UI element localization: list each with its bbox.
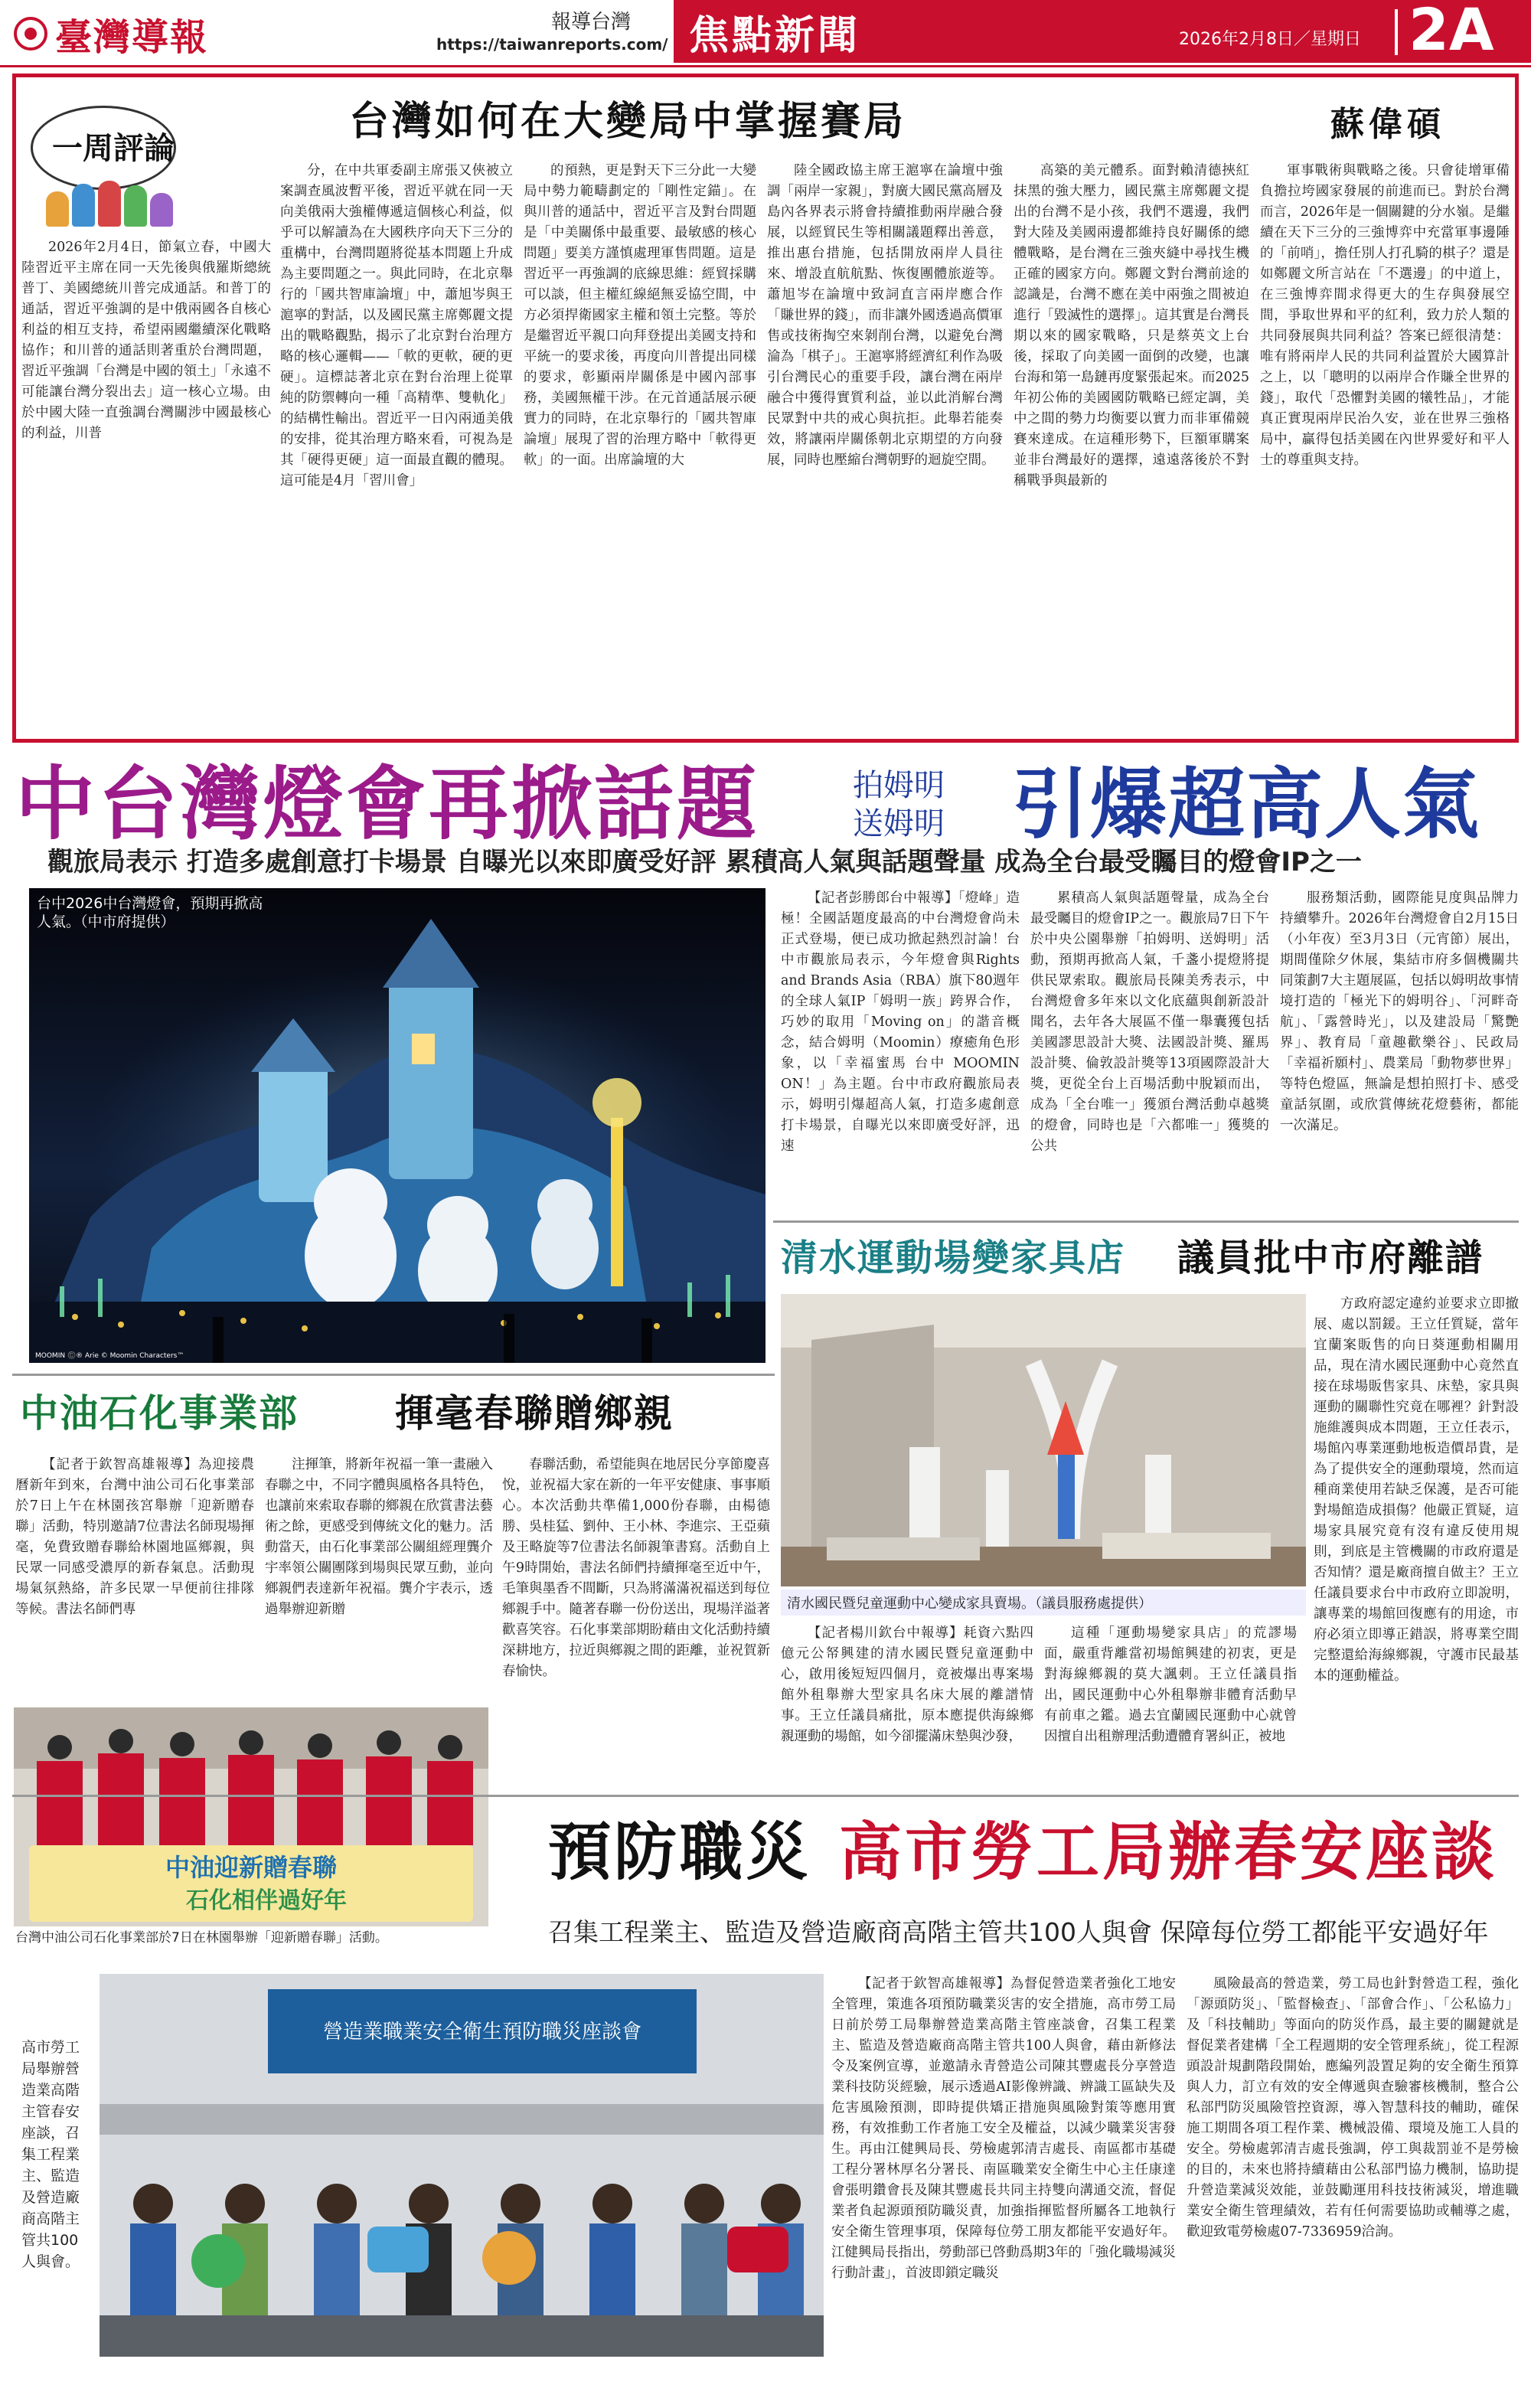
lantern-column-2 [1030,888,1269,1217]
commentary-paragraph: 分，在中共軍委副主席張又俠被立案調查風波暫平後，習近平就在同一天向美俄兩大強權傳遞這個核心利益，似乎可以解讀為在大國秩序向天下三分的重構中，台灣問題將從基本問題上升成為主要問題之一。與此同時，在北京舉行的「國共智庫論壇」中，蕭旭岑與王滬寧的對話，以及國民黨主席鄭麗文提出的戰略觀點，揭示了北京對台治理方略的核心邏輯——「軟的更軟，硬的更硬」。這標誌著北京在對台治理上從單純的防禦轉向一種「高精準、雙軌化」的結構性輸出。習近平一日內兩通美俄的安排，從其治理方略來看，可視為是其「硬得更硬」這一面最直觀的體現。這可能是4月「習川會」 [280,163,513,488]
cpc-event-photo [14,1707,488,1926]
publisher-name: 報導台灣 [551,11,632,34]
section-divider [773,1220,1519,1223]
logo-text: 臺灣導報 [55,15,209,59]
cpc-headline: 中油石化事業部 [20,1391,299,1436]
cpc-column-1 [15,1455,254,1697]
cleanwater-paragraph: 【記者楊川欽台中報導】耗資六點四億元公帑興建的清水國民暨兒童運動中心，啟用後短短四個月，竟被爆出專案場館外租舉辦大型家具名床大展的離譜情事。王立任議員痛批，原本應提供海線鄉親運動的場館，如今卻擺滿床墊與沙發， [781,1625,1033,1744]
safety-subheadline: 高市勞工局辦春安座談 [839,1816,1498,1889]
cpc-column-3 [502,1455,770,1776]
safety-paragraph: 風險最高的營造業，勞工局也針對營造工程，強化「源頭防災」、「監督檢查」、「部會合作」、「公私協力」及「科技輔助」等面向的防災作爲，最主要的關鍵就是督促業者建構「全工程週期的安全管理系統」，從工程源頭設計規劃階段開始，應編列設置足夠的安全衛生預算與人力，訂立有效的安全傳遞與查驗審核機制，整合公私部門防災風險管控資源，導入智慧科技的輔助，確保施工期間各項工程作業、機械設備、環境及施工人員的安全。勞檢處郭清吉處長強調，停工與裁罰並不是勞檢的目的，未來也將持續藉由公私部門協力機制，協助提升營造業減災效能，並鼓勵運用科技技術減災，增進職業安全衛生管理績效，若有任何需要協助或輔導之處，歡迎致電勞檢處07-7336959洽詢。 [1187,1976,1519,2240]
lantern-photo-illustration [29,888,766,1363]
lantern-paragraph: 累積高人氣與話題聲量，成為全台最受矚目的燈會IP之一。觀旅局7日下午於中央公園舉辦「拍姆明、送姆明」活動，預期再掀高人氣，千盞小提燈將提供民眾索取。觀旅局長陳美秀表示，中台灣燈會多年來以文化底蘊與創新設計聞名，去年各大展區不僅一舉囊獲包括美國謬思設計大獎、法國設計獎、羅馬設計獎、倫敦設計獎等13項國際設計大獎，更從全台上百場活動中脫穎而出，成為「全台唯一」獲頒台灣活動卓越獎的燈會，同時也是「六都唯一」獲獎的公共 [1030,890,1269,1154]
lantern-subheadline: 引爆超高人氣 [1012,760,1480,849]
commentary-paragraph: 2026年2月4日，節氣立春，中國大陸習近平主席在同一天先後與俄羅斯總統普丁、美國總統川普完成通話。和普丁的通話，習近平強調的是中俄兩國各自核心利益的相互支持，希望兩國繼續深化戰略協作；和川普的通話則著重於台灣問題，習近平強調「台灣是中國的領土」「永遠不可能讓台灣分裂出去」這一核心立場。由於中國大陸一直強調台灣關涉中國最核心的利益，川普 [21,240,271,441]
newspaper-logo [14,8,259,60]
cpc-column-2 [265,1455,493,1697]
cleanwater-photo [781,1294,1306,1586]
commentary-paragraph: 陸全國政協主席王滬寧在論壇中強調「兩岸一家親」，對廣大國民黨高層及島內各界表示將會持續推動兩岸融合發展，以經貿民生等相關議題釋出善意，推出惠台措施，包括開放兩岸人員往來、增設直航航點、恢復團體旅遊等。蕭旭岑在論壇中致詞直言兩岸應合作「賺世界的錢」，而非讓外國透過高價軍售或技術掏空來剝削台灣，以避免台灣淪為「棋子」。王滬寧將經濟紅利作為吸引台灣民心的重要手段，讓台灣在兩岸融合中獲得實質利益，並以此消解台灣民眾對中共的戒心與抗拒。此舉若能奏效，將讓兩岸關係朝北京期望的方向發展，同時也壓縮台灣朝野的迴旋空間。 [767,163,1003,468]
logo-icon [14,17,47,51]
cleanwater-subheadline: 議員批中市府離譜 [1177,1237,1484,1279]
cpc-photo-caption: 台灣中油公司石化事業部於7日在林園舉辦「迎新贈春聯」活動。 [15,1930,388,1946]
safety-forum-photo [100,1974,824,2357]
lantern-paragraph: 服務類活動，國際能見度與品牌力持續攀升。2026年台灣燈會自2月15日（小年夜）至3月3日（元宵節）展出，期間僅除夕休展，集結市府多個機關共同策劃7大主題展區，包括以姆明故事情境打造的「極光下的姆明谷」、「河畔奇航」、「露營時光」，以及建設局「驚艷界」、教育局「童趣歡樂谷」、民政局「幸福祈願村」、農業局「動物夢世界」等特色燈區，無論是想拍照打卡、感受童話氛圍，或欣賞傳統花燈藝術，都能一次滿足。 [1280,890,1519,1133]
commentary-badge-label: 一周評論 [52,131,175,166]
lantern-column-3 [1280,888,1519,1217]
section-name: 焦點新聞 [689,13,861,59]
commentary-column-5 [1014,161,1249,735]
cleanwater-column-2 [1044,1623,1297,1769]
lantern-photo-caption: 台中2026中台灣燈會，預期再掀高人氣。（中市府提供） [37,895,263,930]
cpc-banner-line-2: 石化相伴過好年 [186,1887,347,1914]
lantern-photo-credit: MOOMIN ©️® Arie © Moomin Characters™ [35,1352,184,1360]
cpc-paragraph: 春聯活動，希望能與在地居民分享節慶喜悅，並祝福大家在新的一年平安健康、事事順心。本次活動共準備1,000份春聯，由楊德勝、吳桂猛、劉仲、王小林、李進宗、王亞蘋及王略旋等7位書法名師親筆書寫。活動自上午9時開始，書法名師們持續揮毫至近中午，毛筆與墨香不間斷，只為將滿滿祝福送到每位鄉親手中。隨著春聯一份份送出，現場洋溢著歡喜笑容。石化事業部期盼藉由文化活動持續深耕地方，拉近與鄉親之間的距離，並祝賀新春愉快。 [502,1457,770,1679]
commentary-column-4 [767,161,1003,735]
safety-headline: 預防職災 [548,1816,812,1889]
publisher-url[interactable]: https://taiwanreports.com/ [436,35,668,54]
cpc-subheadline: 揮毫春聯贈鄉親 [395,1391,674,1436]
cleanwater-column-3 [1314,1294,1519,1769]
commentary-paragraph: 軍事戰術與戰略之後。只會徒增軍備負擔拉垮國家發展的前進而已。對於台灣而言，2026年是一個關鍵的分水嶺。是繼續在天下三分的三強博弈中充當軍事邊陲的「前哨」，擔任別人打孔騎的棋子？還是如鄭麗文所言站在「不選邊」的中道上，在三強博弈間求得更大的生存與發展空間，爭取世界和平的紅利，致力於人類的共同發展與共同利益？答案已經很清楚：唯有將兩岸人民的共同利益置於大國算計之上，以「聰明的以兩岸合作賺全世界的錢」，取代「恐懼對美國的犧牲品」，才能真正實現兩岸民治久安，並在世界三強格局中，贏得包括美國在內世界愛好和平人士的尊重與支持。 [1260,163,1510,468]
cleanwater-paragraph: 這種「運動場變家具店」的荒謬場面，嚴重背離當初場館興建的初衷，更是對海線鄉親的莫大諷刺。王立任議員指出，國民運動中心外租舉辦非體育活動早有前車之鑑。過去宜蘭國民運動中心就曾因擅自出租辦理活動遭體育署糾正，被地 [1044,1625,1297,1744]
safety-column-1 [831,1974,1176,2403]
cleanwater-paragraph: 方政府認定違約並要求立即撤展、處以罰鍰。王立任質疑，當年宜蘭案販售的向日葵運動相關用品，現在清水國民運動中心竟然直接在球場販售家具、床墊，家具與運動的關聯性究竟在哪裡？針對設施維護與成本問題，王立任表示，場館內專業運動地板造價昂貴，是為了提供安全的運動環境，然而這種商業使用若缺乏保護，是否可能對場館造成損傷？他嚴正質疑，這場家具展究竟有沒有違反使用規則，到底是主管機關的市政府還是否知情？還是廠商擅自做主？王立任議員要求台中市政府立即說明，讓專業的場館回復應有的用途，市府必須立即導正錯誤，將專業空間完整還給海線鄉親，守護市民最基本的運動權益。 [1314,1296,1519,1684]
safety-paragraph: 【記者于欽智高雄報導】為督促營造業者強化工地安全管理，策進各項預防職業災害的安全措施，高市勞工局日前於勞工局舉辦營造業高階主管座談會，召集工程業主、監造及營造廠商高階主管共100人與會，藉由新修法令及案例宣導，並邀請永青營造公司陳其豐處長分享營造業科技防災經驗，展示透過AI影像辨識、辨識工區缺失及危害風險預測，即時提供矯正措施與風險對策等應用實務，有效推動工作者施工安全及權益，以減少職業災害發生。再由江健興局長、勞檢處郭清吉處長、南區都市基礎工程分署林厚名分署長、南區職業安全衛生中心主任康達會張明鑽會長及陳其豐處長共同主持雙向溝通交流，督促業者負起源頭預防職災責，加強指揮監督所屬各工地執行安全衛生管理事項，保障每位勞工朋友都能平安過好年。江健興局長指出，勞動部已啓動爲期3年的「強化職場減災行動計畫」，首波即鎖定職災 [831,1976,1176,2281]
section-divider [12,1795,1519,1797]
lantern-column-1 [781,888,1020,1217]
cpc-photo-illustration [14,1707,488,1926]
lantern-kicker-line-2: 送姆明 [853,806,945,841]
safety-side-caption: 高市勞工局舉辦營造業高階主管春安座談，召集工程業主、監造及營造廠商高階主管共100人與會。 [21,2039,80,2270]
cpc-paragraph: 注揮筆，將新年祝福一筆一畫融入春聯之中，不同字體與風格各具特色，也讓前來索取春聯的鄉親在欣賞書法藝術之餘，更感受到傳統文化的魅力。活動當天，由石化事業部公關組經理龔介宇率領公關團隊到場與民眾互動，並向鄉親們表達新年祝福。龔介宇表示，透過舉辦迎新贈 [265,1457,493,1617]
page-number: 2A [1409,0,1494,64]
lantern-kicker-line-1: 拍姆明 [853,768,945,803]
cpc-banner-line-1: 中油迎新贈春聯 [165,1853,338,1882]
lantern-paragraph: 【記者彭勝郎台中報導】「燈峰」造極！全國話題度最高的中台灣燈會尚未正式登場，便已成功掀起熱烈討論！台中市觀旅局表示，今年燈會與Rights and Brands Asia（RBA）旗下80週年的全球人氣IP「姆明一族」跨界合作，巧妙的取用「Moving on」的諧音概念，結合姆明（Moomin）療癒角色形象，以「幸福蜜馬 台中 MOOMIN ON！」為主題。台中市政府觀旅局表示，姆明引爆超高人氣，打造多處創意打卡場景，自曝光以來即廣受好評，迅速 [781,890,1020,1154]
lantern-headline: 中台灣燈會再掀話題 [15,757,760,851]
masthead-divider [1395,9,1398,55]
commentary-column-6 [1260,161,1510,735]
cleanwater-photo-caption: 清水國民暨兒童運動中心變成家具賣場。（議員服務處提供） [781,1590,1306,1616]
cpc-paragraph: 【記者于欽智高雄報導】為迎接農曆新年到來，台灣中油公司石化事業部於7日上午在林園孩宮舉辦「迎新贈春聯」活動，特別邀請7位書法名師現場揮毫，免費致贈春聯給林園地區鄉親，與民眾一同感受濃厚的新春氣息。活動現場氣氛熱絡，許多民眾一早便前往排隊等候。書法名師們專 [15,1457,254,1617]
commentary-column-2 [280,161,513,735]
commentary-paragraph: 高築的美元體系。面對賴清德挾紅抹黑的強大壓力，國民黨主席鄭麗文提出的台灣不是小孩，我們不選邊，我們對大陸及美國兩邊都維持良好關係的總體戰略，是台灣在三強夾縫中尋找生機正確的國家方向。鄭麗文對台灣前途的認識是，台灣不應在美中兩強之間被迫進行「毀滅性的選擇」。這其實是台灣長期以來的國家戰略，只是蔡英文上台後，採取了向美國一面倒的改變，也讓台海和第一島鏈再度緊張起來。而2025年初公佈的美國國防戰略已經定調，美中之間的勢力均衡要以實力而非軍備競賽來達成。在這種形勢下，巨額軍購案並非台灣最好的選擇，遠遠落後於不對稱戰爭與最新的 [1014,163,1249,488]
safety-photo-illustration [100,1974,824,2357]
commentary-paragraph: 的預熱，更是對天下三分此一大變局中勢力範疇劃定的「剛性定錨」。在與川普的通話中，習近平言及對台問題是「中美關係中最重要、最敏感的核心問題」要美方謹慎處理軍售問題。這是習近平一再強調的底線思維：經貿採購可以談，但主權紅線絕無妥協空間，中方必須捍衛國家主權和領土完整。等於是繼習近平親口向拜登提出美國支持和平統一的要求後，再度向川普提出同樣的要求，彰顯兩岸關係是中國內部事務，美國無權干涉。在元首通話展示硬實力的同時，在北京舉行的「國共智庫論壇」展現了習的治理方略中「軟得更軟」的一面。出席論壇的大 [524,163,756,468]
issue-date: 2026年2月8日／星期日 [1179,30,1361,49]
cleanwater-photo-illustration [781,1294,1306,1586]
lantern-festival-photo [29,888,766,1363]
people-group-icon [46,176,176,227]
commentary-column-3 [524,161,756,735]
safety-column-2 [1187,1974,1519,2403]
safety-banner: 營造業職業安全衛生預防職災座談會 [322,2021,642,2044]
safety-deck: 召集工程業主、監造及營造廠商高階主管共100人與會 保障每位勞工都能平安過好年 [548,1917,1489,1947]
commentary-column-1 [21,237,271,735]
commentary-author: 蘇偉碩 [1330,105,1445,144]
lantern-deck: 觀旅局表示 打造多處創意打卡場景 自曝光以來即廣受好評 累積高人氣與話題聲量 成為全台最受矚目的燈會IP之一 [47,847,1362,877]
cleanwater-column-1 [781,1623,1033,1769]
commentary-title: 台灣如何在大變局中掌握賽局 [349,98,907,145]
cleanwater-headline: 清水運動場變家具店 [781,1237,1126,1279]
section-divider [12,1374,775,1376]
